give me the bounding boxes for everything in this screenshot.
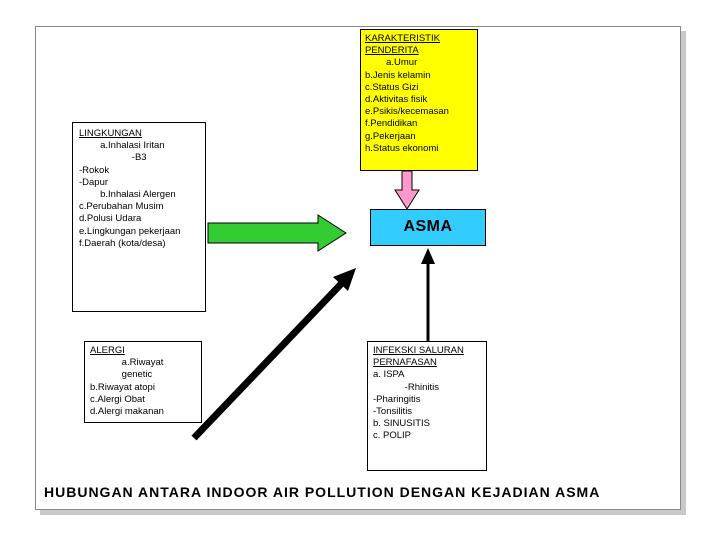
infeksi-item: c. POLIP (373, 430, 412, 442)
karakteristik-item: c.Status Gizi (365, 81, 419, 93)
asma-label: ASMA (403, 218, 453, 236)
infeksi-item: b. SINUSITIS (373, 418, 431, 430)
karakteristik-item: b.Jenis kelamin (365, 69, 431, 81)
karakteristik-title: PENDERITA (365, 45, 419, 57)
arrow-infeksi-to-asma-head (421, 248, 435, 264)
lingkungan-item: a.Inhalasi Iritan (79, 140, 165, 152)
infeksi-box (367, 341, 487, 471)
lingkungan-item: c.Perubahan Musim (79, 201, 164, 213)
karakteristik-item: g.Pekerjaan (365, 130, 416, 142)
karakteristik-item: f.Pendidikan (365, 118, 418, 130)
lingkungan-item: f.Daerah (kota/desa) (79, 237, 166, 249)
infeksi-item: -Pharingitis (373, 393, 421, 405)
alergi-box (84, 341, 202, 423)
alergi-item: c.Alergi Obat (90, 393, 145, 405)
karakteristik-title: KARAKTERISTIK (365, 33, 440, 44)
lingkungan-item: d.Polusi Udara (79, 213, 142, 225)
diagram-caption: HUBUNGAN ANTARA INDOOR AIR POLLUTION DENGAN KEJADIAN ASMA (44, 484, 601, 500)
karakteristik-item: d.Aktivitas fisik (365, 94, 428, 106)
infeksi-item: -Tonsilitis (373, 406, 413, 418)
lingkungan-box (72, 122, 206, 312)
arrow-lingkungan-to-asma (208, 215, 346, 251)
arrow-karakteristik-to-asma (395, 171, 419, 209)
alergi-title: ALERGI (90, 345, 125, 356)
alergi-item: d.Alergi makanan (90, 406, 164, 418)
karakteristik-item: a.Umur (365, 57, 418, 69)
infeksi-item: a. ISPA (373, 369, 405, 381)
arrow-alergi-to-asma-shaft (194, 282, 343, 438)
alergi-item: genetic (90, 369, 153, 381)
lingkungan-item: b.Inhalasi Alergen (79, 189, 176, 201)
lingkungan-item: -B3 (79, 152, 147, 164)
karakteristik-item: h.Status ekonomi (365, 142, 439, 154)
infeksi-title: PERNAFASAN (373, 357, 437, 369)
alergi-item: b.Riwayat atopi (90, 381, 155, 393)
asma-box (370, 209, 486, 246)
lingkungan-item: -Dapur (79, 176, 109, 188)
karakteristik-item: e.Psikis/kecemasan (365, 106, 449, 118)
alergi-item: a.Riwayat (90, 357, 164, 369)
lingkungan-item: e.Lingkungan pekerjaan (79, 225, 181, 237)
lingkungan-title: LINGKUNGAN (79, 128, 142, 139)
infeksi-item: -Rhinitis (373, 381, 439, 393)
lingkungan-item: -Rokok (79, 164, 110, 176)
karakteristik-box (360, 29, 478, 171)
infeksi-title: INFEKSKI SALURAN (373, 345, 464, 356)
